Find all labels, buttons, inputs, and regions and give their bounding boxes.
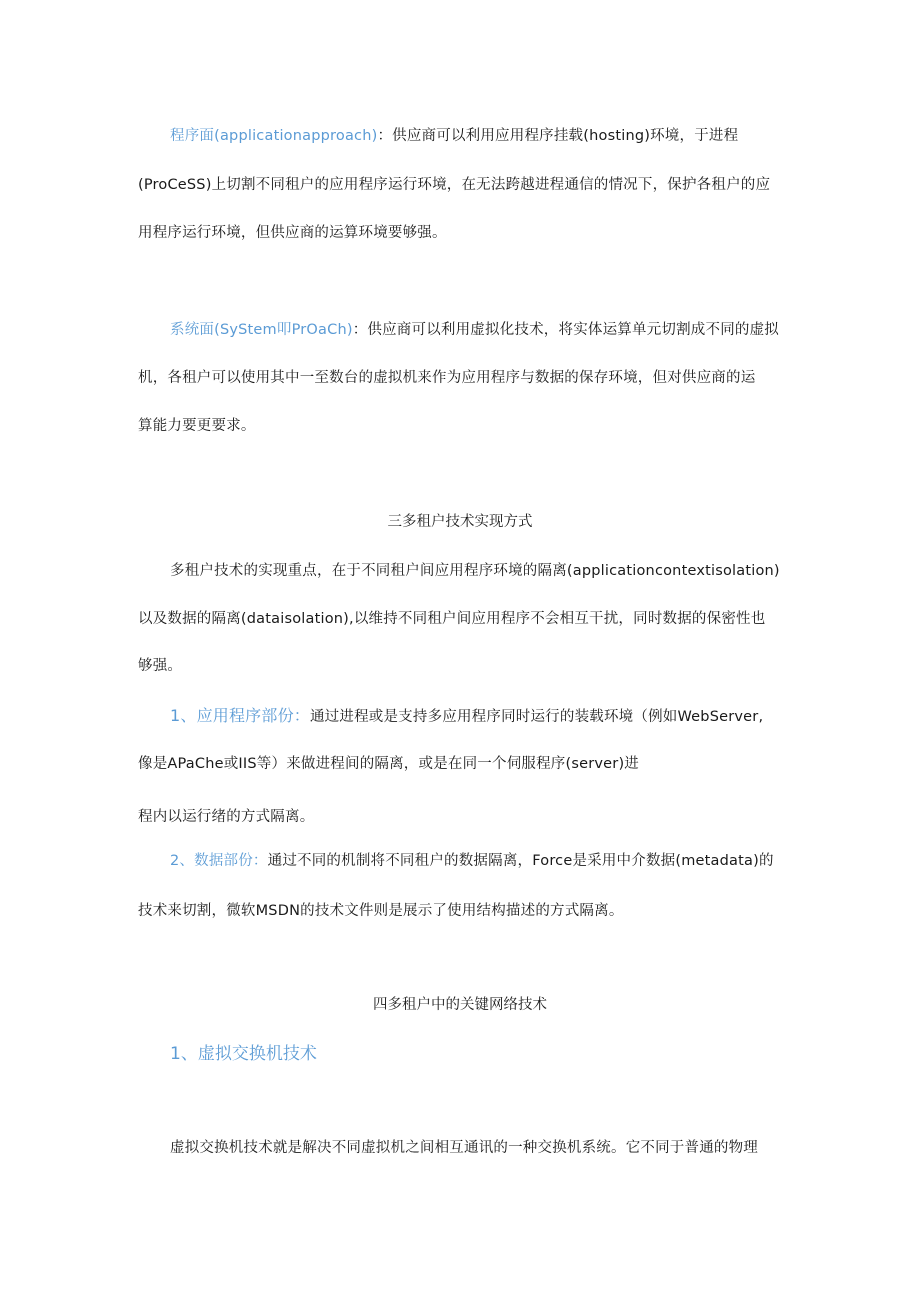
item1-label: 1、应用程序部份： [170,706,310,725]
para1-line1-text: ：供应商可以利用应用程序挂载(hosting)环境，于进程 [377,128,739,144]
item2-line1-text: 通过不同的机制将不同租户的数据隔离，Force是采用中介数据(metadata)的 [267,853,774,869]
section4-title: 四多租户中的关键网络技术 [373,997,547,1013]
para2-line3: 算能力要更要求。 [138,418,256,434]
item1-line1 [170,706,763,727]
item1-line3: 程内以运行绪的方式隔离。 [138,809,315,825]
section3-p1-line1: 多租户技术的实现重点，在于不同租户间应用程序环境的隔离(applicationcontextisolation) [170,563,780,579]
para2-line1 [170,320,779,340]
section3-p1-line2: 以及数据的隔离(dataisolation),以维持不同租户间应用程序不会相互干扰，同时数据的保密性也 [138,611,766,627]
para1-label: 程序面(applicationapproach) [170,128,378,144]
para1-line1 [170,126,738,146]
para2-label: 系统面(SyStem叩PrOaCh) [170,322,353,338]
para1-line2: (ProCeSS)上切割不同租户的应用程序运行环境，在无法跨越进程通信的情况下，保护各租户的应 [138,177,771,193]
para1-line3: 用程序运行环境，但供应商的运算环境要够强。 [138,225,447,241]
item2-line1 [170,851,774,871]
item2-label: 2、数据部份： [170,853,268,869]
item1-line2: 像是APaChe或IIS等）来做进程间的隔离，或是在同一个伺服程序(server)进 [138,756,640,772]
item2-line2: 技术来切割，微软MSDN的技术文件则是展示了使用结构描述的方式隔离。 [138,903,624,919]
para2-line1-text: ：供应商可以利用虚拟化技术，将实体运算单元切割成不同的虚拟 [352,322,780,338]
section3-title: 三多租户技术实现方式 [387,514,533,530]
section4-heading1: 1、虚拟交换机技术 [170,1044,317,1064]
item1-line1-text: 通过进程或是支持多应用程序同时运行的装载环境（例如WebServer, [309,709,764,725]
para2-line2: 机，各租户可以使用其中一至数台的虚拟机来作为应用程序与数据的保存环境，但对供应商的运 [138,370,756,386]
section3-p1-line3: 够强。 [138,658,183,674]
section4-p1-line1: 虚拟交换机技术就是解决不同虚拟机之间相互通讯的一种交换机系统。它不同于普通的物理 [170,1140,758,1156]
